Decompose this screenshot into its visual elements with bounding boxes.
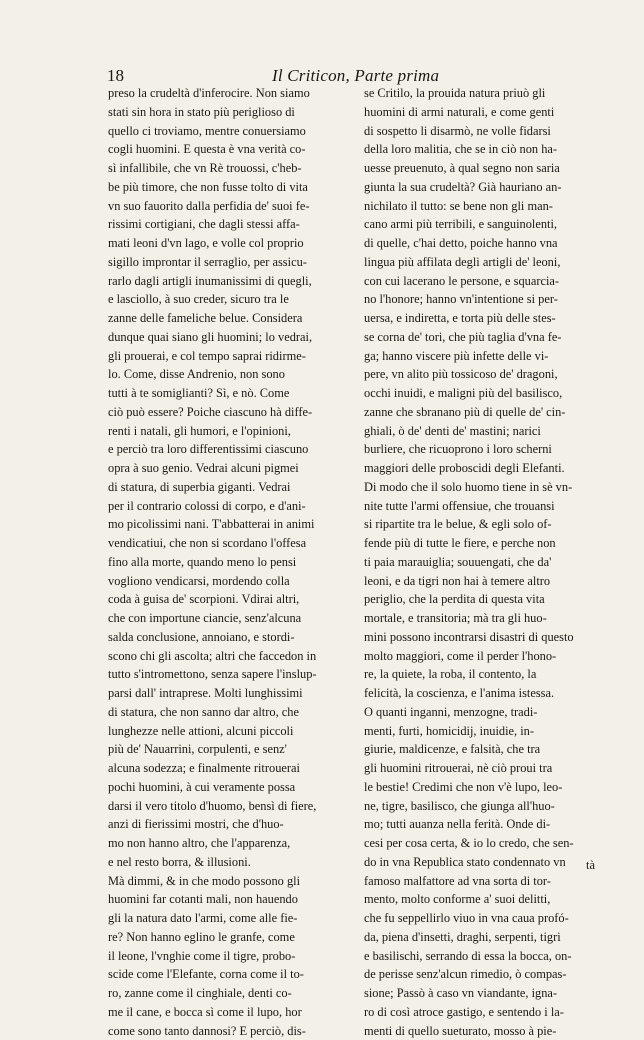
text-line: rissimi cortigiani, che dagli stessi affa- (108, 215, 344, 234)
text-line: giunta la sua crudeltà? Già hauriano an- (364, 178, 612, 197)
text-line: huomini di armi naturali, e come genti (364, 103, 612, 122)
text-line: sigillo improntar il serraglio, per assicu- (108, 253, 344, 272)
text-line: me il cane, e bocca sì come il lupo, hor (108, 1003, 344, 1022)
text-line: lunghezze nelle attioni, alcuni piccoli (108, 722, 344, 741)
text-line: il leone, l'vnghie come il tigre, probo- (108, 947, 344, 966)
text-line: vn suo fauorito dalla perfidia de' suoi fe- (108, 197, 344, 216)
text-line: ne, tigre, basilisco, che giunga all'huo- (364, 797, 612, 816)
text-line: gli la natura dato l'armi, come alle fie- (108, 909, 344, 928)
text-line: anzi di fierissimi mostri, che d'huo- (108, 815, 344, 834)
text-line: coda à guisa de' scorpioni. Vdirai altri, (108, 590, 344, 609)
text-line: leoni, e da tigri non hai à temere altro (364, 572, 612, 591)
text-line: menti di quello sueturato, mosso à pie- (364, 1022, 612, 1040)
text-line: nite tutte l'armi offensiue, che trouansi (364, 497, 612, 516)
text-line: tutto s'intromettono, senza sapere l'inslup- (108, 665, 344, 684)
text-line: mortale, e transitoria; mà tra gli huo- (364, 609, 612, 628)
text-line: lo. Come, disse Andrenio, non sono (108, 365, 344, 384)
text-line: Di modo che il solo huomo tiene in sè vn- (364, 478, 612, 497)
text-line: mo non hanno altro, che l'apparenza, (108, 834, 344, 853)
text-line: vogliono vendicarsi, mordendo colla (108, 572, 344, 591)
text-line: cesi per cosa certa, & io lo credo, che sen- (364, 834, 612, 853)
text-line: felicità, la coscienza, e l'anima istessa. (364, 684, 612, 703)
text-line: mati leoni d'vn lago, e volle col proprio (108, 234, 344, 253)
text-line: opra à suo genio. Vedrai alcuni pigmei (108, 459, 344, 478)
text-line: occhi inuidi, e maligni più del basilisco, (364, 384, 612, 403)
text-line: giurie, maldicenze, e falsità, che tra (364, 740, 612, 759)
text-line: con cui lacerano le persone, e squarcia- (364, 272, 612, 291)
text-line: fende più di tutte le fiere, e perche non (364, 534, 612, 553)
text-line: Mà dimmi, & in che modo possono gli (108, 872, 344, 891)
text-line: stati sin hora in stato più periglioso di (108, 103, 344, 122)
text-line: parsi dall' intraprese. Molti lunghissimi (108, 684, 344, 703)
text-line: molto maggiori, come il perder l'hono- (364, 647, 612, 666)
text-line: zanne che sbranano più di quelle de' cin- (364, 403, 612, 422)
text-line: e lasciollo, à suo creder, sicuro tra le (108, 290, 344, 309)
text-line: della loro malitia, che se in ciò non ha- (364, 140, 612, 159)
text-line: ghiali, ò de' denti de' mastini; narici (364, 422, 612, 441)
text-line: re, la quiete, la roba, il contento, la (364, 665, 612, 684)
text-line: pere, vn alito più tossicoso de' dragoni, (364, 365, 612, 384)
text-line: ciò può essere? Poiche ciascuno hà diffe- (108, 403, 344, 422)
text-line: salda conclusione, annoiano, e stordi- (108, 628, 344, 647)
text-line: gli huomini ritrouerai, nè ciò proui tra (364, 759, 612, 778)
text-line: famoso malfattore ad vna sorta di tor- (364, 872, 612, 891)
text-line: scono chi gli ascolta; altri che faccedon in (108, 647, 344, 666)
text-line: preso la crudeltà d'inferocire. Non siamo (108, 84, 344, 103)
text-line: ga; hanno viscere più infette delle vi- (364, 347, 612, 366)
text-line: periglio, che la perdita di questa vita (364, 590, 612, 609)
catchword: tà (586, 858, 595, 873)
text-line: cogli huomini. E questa è vna verità co- (108, 140, 344, 159)
text-line: mo picolissimi nani. T'abbatterai in animi (108, 515, 344, 534)
text-line: burliere, che ricuoprono i loro scherni (364, 440, 612, 459)
left-text-column (108, 84, 344, 1040)
text-line: O quanti inganni, menzogne, tradi- (364, 703, 612, 722)
text-line: maggiori delle proboscidi degli Elefanti. (364, 459, 612, 478)
page-number: 18 (107, 66, 124, 86)
text-line: ro, zanne come il cinghiale, denti co- (108, 984, 344, 1003)
text-line: e nel resto borra, & illusioni. (108, 853, 344, 872)
text-line: vendicatiui, che non si scordano l'offesa (108, 534, 344, 553)
text-line: uesse preuenuto, à qual segno non saria (364, 159, 612, 178)
text-line: da, piena d'insetti, draghi, serpenti, tigri (364, 928, 612, 947)
text-line: che con importune ciancie, senz'alcuna (108, 609, 344, 628)
text-line: sione; Passò à caso vn viandante, igna- (364, 984, 612, 1003)
text-line: rarlo dagli artigli inumanissimi di quegli, (108, 272, 344, 291)
text-line: più de' Nauarrini, corpulenti, e senz' (108, 740, 344, 759)
text-line: di quelle, c'hai detto, poiche hanno vna (364, 234, 612, 253)
text-line: tutti à te somiglianti? Sì, e nò. Come (108, 384, 344, 403)
text-line: renti i natali, gli humori, e l'opinioni, (108, 422, 344, 441)
text-line: uersa, e indiretta, e torta più delle stes- (364, 309, 612, 328)
text-line: se Critilo, la prouida natura priuò gli (364, 84, 612, 103)
text-line: lingua più affilata degli artigli de' leoni, (364, 253, 612, 272)
text-line: zanne delle fameliche belue. Considera (108, 309, 344, 328)
text-line: le bestie! Credimi che non v'è lupo, leo- (364, 778, 612, 797)
text-line: come sono tanto dannosi? E perciò, dis- (108, 1022, 344, 1040)
text-line: e basilischi, serrando di essa la bocca, on- (364, 947, 612, 966)
text-line: di sospetto li disarmò, ne volle fidarsi (364, 122, 612, 141)
text-line: gli prouerai, e col tempo saprai ridirme- (108, 347, 344, 366)
text-line: no l'honore; hanno vn'intentione si per- (364, 290, 612, 309)
text-line: quello ci troviamo, mentre conuersiamo (108, 122, 344, 141)
text-line: alcuna sodezza; e finalmente ritrouerai (108, 759, 344, 778)
text-line: be più timore, che non fusse tolto di vita (108, 178, 344, 197)
text-line: di statura, che non sanno dar altro, che (108, 703, 344, 722)
text-line: fino alla morte, quando meno lo pensi (108, 553, 344, 572)
text-line: de perisse senz'alcun rimedio, ò compas- (364, 965, 612, 984)
text-line: do in vna Republica stato condennato vn (364, 853, 612, 872)
text-line: nichilato il tutto: se bene non gli man- (364, 197, 612, 216)
text-line: sì infallibile, che vn Rè trouossi, c'heb- (108, 159, 344, 178)
running-title: Il Criticon, Parte prima (272, 66, 439, 86)
text-line: si ripartite tra le belue, & egli solo of- (364, 515, 612, 534)
text-line: huomini far cotanti mali, non hauendo (108, 890, 344, 909)
text-line: e perciò tra loro differentissimi ciascuno (108, 440, 344, 459)
text-line: mo; tutti auanza nella ferità. Onde di- (364, 815, 612, 834)
text-line: ti paia marauiglia; souuengati, che da' (364, 553, 612, 572)
text-line: per il contrario colossi di corpo, e d'ani- (108, 497, 344, 516)
right-text-column (364, 84, 612, 1040)
text-line: re? Non hanno eglino le granfe, come (108, 928, 344, 947)
text-line: dunque quai siano gli huomini; lo vedrai, (108, 328, 344, 347)
text-line: scide come l'Elefante, corna come il to- (108, 965, 344, 984)
text-line: mento, molto conforme a' suoi delitti, (364, 890, 612, 909)
text-line: menti, furti, homicidij, inuidie, in- (364, 722, 612, 741)
text-line: di statura, di superbia giganti. Vedrai (108, 478, 344, 497)
text-line: cano armi più terribili, e sanguinolenti, (364, 215, 612, 234)
text-line: mini possono incontrarsi disastri di questo (364, 628, 612, 647)
text-line: che fu seppellirlo viuo in vna caua profó- (364, 909, 612, 928)
text-line: se corna de' tori, che più taglia d'vna fe- (364, 328, 612, 347)
text-line: darsi il vero titolo d'huomo, bensì di fiere, (108, 797, 344, 816)
text-line: pochi huomini, à cui veramente possa (108, 778, 344, 797)
text-line: ro di così atroce gastigo, e sentendo i la- (364, 1003, 612, 1022)
